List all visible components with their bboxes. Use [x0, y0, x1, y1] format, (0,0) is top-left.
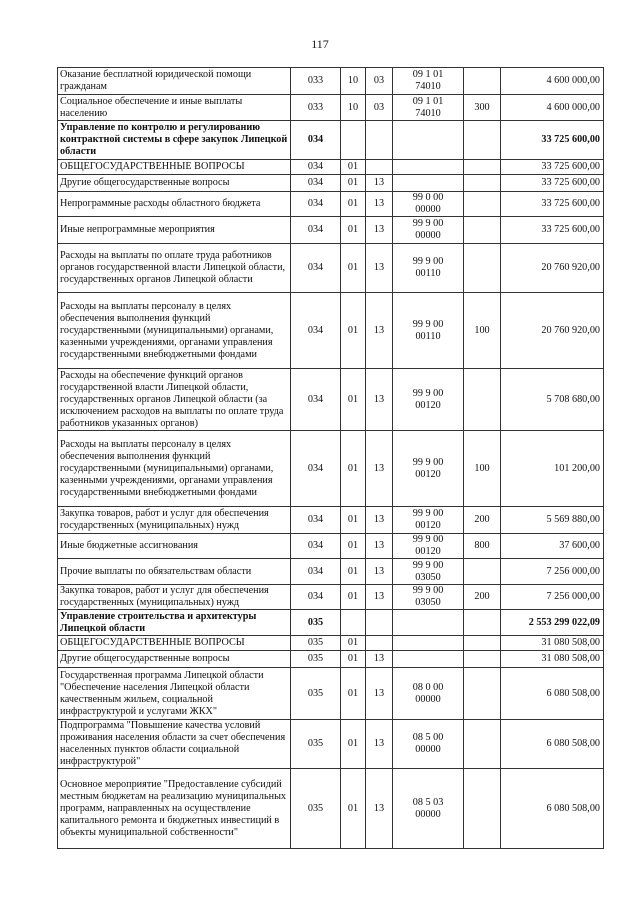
target-article-text: 99 9 00 00120	[412, 534, 444, 557]
target-article-cell	[393, 507, 464, 534]
admin-code-cell: 035	[291, 769, 341, 849]
table-row	[58, 369, 604, 431]
subsection-cell	[366, 610, 393, 636]
table-row	[58, 95, 604, 121]
admin-code-cell: 034	[291, 585, 341, 610]
subsection-cell: 13	[366, 217, 393, 244]
amount-cell: 2 553 299 022,09	[501, 610, 604, 636]
table-row	[58, 293, 604, 369]
name-cell: Социальное обеспечение и иные выплаты населению	[58, 95, 291, 121]
page-number: 117	[311, 37, 329, 51]
expense-type-cell	[464, 68, 501, 95]
admin-code-cell: 035	[291, 720, 341, 769]
target-article-cell	[393, 192, 464, 217]
admin-code-cell: 034	[291, 369, 341, 431]
target-article-text: 08 0 00 00000	[412, 681, 444, 705]
expense-type-cell: 200	[464, 507, 501, 534]
admin-code-cell: 034	[291, 507, 341, 534]
amount-cell: 4 600 000,00	[501, 95, 604, 121]
amount-cell: 33 725 600,00	[501, 121, 604, 160]
section-cell: 10	[341, 95, 366, 121]
target-article-cell	[393, 244, 464, 293]
subsection-cell	[366, 121, 393, 160]
table-row	[58, 636, 604, 651]
section-cell: 01	[341, 160, 366, 175]
section-cell: 01	[341, 534, 366, 559]
target-article-text: 09 1 01 74010	[412, 95, 444, 119]
target-article-cell	[393, 293, 464, 369]
admin-code-cell: 034	[291, 534, 341, 559]
name-cell: Непрограммные расходы областного бюджета	[58, 192, 291, 217]
admin-code-cell: 034	[291, 175, 341, 192]
table-row	[58, 610, 604, 636]
target-article-text: 09 1 01 74010	[412, 69, 444, 92]
subsection-cell: 13	[366, 668, 393, 720]
admin-code-cell: 033	[291, 68, 341, 95]
name-cell: Закупка товаров, работ и услуг для обеспечения государственных (муниципальных) нужд	[58, 585, 291, 610]
target-article-cell	[393, 636, 464, 651]
table-row	[58, 68, 604, 95]
expense-type-cell	[464, 192, 501, 217]
target-article-cell	[393, 559, 464, 585]
amount-cell: 101 200,00	[501, 431, 604, 507]
target-article-cell	[393, 217, 464, 244]
expense-type-cell: 100	[464, 431, 501, 507]
expense-type-cell: 300	[464, 95, 501, 121]
admin-code-cell: 035	[291, 610, 341, 636]
expense-type-cell	[464, 121, 501, 160]
expense-type-cell: 100	[464, 293, 501, 369]
section-cell: 01	[341, 769, 366, 849]
table-row	[58, 651, 604, 668]
admin-code-cell: 034	[291, 559, 341, 585]
expense-type-cell	[464, 175, 501, 192]
amount-cell: 5 708 680,00	[501, 369, 604, 431]
table-row	[58, 160, 604, 175]
target-article-cell	[393, 175, 464, 192]
section-cell	[341, 121, 366, 160]
table-row	[58, 192, 604, 217]
amount-cell: 6 080 508,00	[501, 769, 604, 849]
expense-type-cell	[464, 636, 501, 651]
target-article-cell	[393, 720, 464, 769]
subsection-cell: 13	[366, 651, 393, 668]
amount-cell: 4 600 000,00	[501, 68, 604, 95]
name-cell: Подпрограмма "Повышение качества условий проживания населения области за счет обеспечения населенных пунктов области социальной инфраструктурой"	[58, 720, 291, 769]
section-cell: 01	[341, 217, 366, 244]
target-article-cell	[393, 534, 464, 559]
subsection-cell: 13	[366, 534, 393, 559]
expense-type-cell	[464, 559, 501, 585]
expense-type-cell	[464, 720, 501, 769]
amount-cell: 31 080 508,00	[501, 636, 604, 651]
subsection-cell: 13	[366, 585, 393, 610]
admin-code-cell: 034	[291, 160, 341, 175]
target-article-text: 99 9 00 00000	[412, 218, 444, 241]
target-article-text: 99 9 00 03050	[412, 585, 444, 608]
subsection-cell: 13	[366, 244, 393, 293]
target-article-text: 99 9 00 00120	[412, 387, 444, 411]
table-row	[58, 121, 604, 160]
admin-code-cell: 034	[291, 121, 341, 160]
name-cell: Расходы на выплаты персоналу в целях обеспечения выполнения функций государственными (муниципальными) органами, казенными учреждениями, органами управления государственными внебюджетными фондами	[58, 293, 291, 369]
name-cell: Основное мероприятие "Предоставление субсидий местным бюджетам на реализацию муниципальных программ, направленных на осуществление капитального ремонта и бюджетных инвестиций в объекты муниципальной собственности"	[58, 769, 291, 849]
amount-cell: 33 725 600,00	[501, 217, 604, 244]
name-cell: Расходы на выплаты по оплате труда работников органов государственной власти Липецкой области, государственных органов Липецкой области	[58, 244, 291, 293]
target-article-text: 08 5 00 00000	[412, 732, 444, 755]
amount-cell: 20 760 920,00	[501, 293, 604, 369]
target-article-text: 99 9 00 00120	[412, 508, 444, 531]
target-article-text: 99 9 00 00110	[412, 256, 444, 279]
amount-cell: 6 080 508,00	[501, 720, 604, 769]
section-cell: 10	[341, 68, 366, 95]
subsection-cell: 13	[366, 369, 393, 431]
name-cell: Другие общегосударственные вопросы	[58, 651, 291, 668]
table-row	[58, 217, 604, 244]
name-cell: Расходы на выплаты персоналу в целях обеспечения выполнения функций государственными (муниципальными) органами, казенными учреждениями, органами управления государственными внебюджетными фондами	[58, 431, 291, 507]
section-cell: 01	[341, 720, 366, 769]
expense-type-cell: 800	[464, 534, 501, 559]
section-cell: 01	[341, 507, 366, 534]
table-row	[58, 244, 604, 293]
name-cell: Государственная программа Липецкой области "Обеспечение населения Липецкой области качественным жильем, социальной инфраструктурой и услугами ЖКХ"	[58, 668, 291, 720]
expense-type-cell	[464, 217, 501, 244]
amount-cell: 31 080 508,00	[501, 651, 604, 668]
name-cell: Управление строительства и архитектуры Липецкой области	[58, 610, 291, 636]
table-row	[58, 534, 604, 559]
expense-type-cell	[464, 244, 501, 293]
admin-code-cell: 034	[291, 192, 341, 217]
table-row	[58, 175, 604, 192]
section-cell: 01	[341, 192, 366, 217]
name-cell: Иные бюджетные ассигнования	[58, 534, 291, 559]
target-article-text: 99 9 00 00120	[412, 456, 444, 480]
table-row	[58, 720, 604, 769]
subsection-cell	[366, 636, 393, 651]
subsection-cell: 13	[366, 769, 393, 849]
amount-cell: 6 080 508,00	[501, 668, 604, 720]
target-article-cell	[393, 95, 464, 121]
expense-type-cell	[464, 668, 501, 720]
target-article-cell	[393, 769, 464, 849]
subsection-cell: 13	[366, 192, 393, 217]
table-row	[58, 559, 604, 585]
name-cell: Расходы на обеспечение функций органов государственной власти Липецкой области, государственных органов Липецкой области (за исключением расходов на выплаты по оплате труда работников указанных органов)	[58, 369, 291, 431]
subsection-cell: 13	[366, 175, 393, 192]
section-cell: 01	[341, 175, 366, 192]
table-row	[58, 769, 604, 849]
amount-cell: 33 725 600,00	[501, 160, 604, 175]
target-article-cell	[393, 668, 464, 720]
target-article-text: 99 9 00 00110	[412, 318, 444, 342]
admin-code-cell: 034	[291, 217, 341, 244]
admin-code-cell: 033	[291, 95, 341, 121]
amount-cell: 5 569 880,00	[501, 507, 604, 534]
target-article-cell	[393, 610, 464, 636]
name-cell: Закупка товаров, работ и услуг для обеспечения государственных (муниципальных) нужд	[58, 507, 291, 534]
subsection-cell: 13	[366, 507, 393, 534]
subsection-cell: 13	[366, 720, 393, 769]
target-article-cell	[393, 585, 464, 610]
target-article-cell	[393, 369, 464, 431]
subsection-cell: 13	[366, 431, 393, 507]
table-row	[58, 507, 604, 534]
table-row	[58, 431, 604, 507]
budget-table-body	[58, 68, 604, 849]
target-article-cell	[393, 431, 464, 507]
admin-code-cell: 034	[291, 293, 341, 369]
section-cell: 01	[341, 431, 366, 507]
subsection-cell: 03	[366, 68, 393, 95]
expense-type-cell: 200	[464, 585, 501, 610]
target-article-cell	[393, 68, 464, 95]
section-cell: 01	[341, 668, 366, 720]
expense-type-cell	[464, 769, 501, 849]
target-article-text: 99 0 00 00000	[412, 192, 444, 215]
subsection-cell: 13	[366, 559, 393, 585]
amount-cell: 7 256 000,00	[501, 585, 604, 610]
section-cell	[341, 610, 366, 636]
name-cell: Прочие выплаты по обязательствам области	[58, 559, 291, 585]
amount-cell: 37 600,00	[501, 534, 604, 559]
subsection-cell: 03	[366, 95, 393, 121]
section-cell: 01	[341, 585, 366, 610]
name-cell: ОБЩЕГОСУДАРСТВЕННЫЕ ВОПРОСЫ	[58, 160, 291, 175]
subsection-cell: 13	[366, 293, 393, 369]
section-cell: 01	[341, 559, 366, 585]
target-article-cell	[393, 121, 464, 160]
target-article-text: 99 9 00 03050	[412, 559, 444, 583]
amount-cell: 20 760 920,00	[501, 244, 604, 293]
amount-cell: 33 725 600,00	[501, 192, 604, 217]
name-cell: Управление по контролю и регулированию контрактной системы в сфере закупок Липецкой области	[58, 121, 291, 160]
admin-code-cell: 035	[291, 668, 341, 720]
name-cell: Другие общегосударственные вопросы	[58, 175, 291, 192]
name-cell: ОБЩЕГОСУДАРСТВЕННЫЕ ВОПРОСЫ	[58, 636, 291, 651]
amount-cell: 33 725 600,00	[501, 175, 604, 192]
section-cell: 01	[341, 636, 366, 651]
name-cell: Оказание бесплатной юридической помощи гражданам	[58, 68, 291, 95]
table-row	[58, 668, 604, 720]
target-article-cell	[393, 160, 464, 175]
admin-code-cell: 034	[291, 244, 341, 293]
admin-code-cell: 034	[291, 431, 341, 507]
target-article-cell	[393, 651, 464, 668]
expense-type-cell	[464, 369, 501, 431]
admin-code-cell: 035	[291, 651, 341, 668]
section-cell: 01	[341, 293, 366, 369]
expense-type-cell	[464, 651, 501, 668]
section-cell: 01	[341, 244, 366, 293]
amount-cell: 7 256 000,00	[501, 559, 604, 585]
section-cell: 01	[341, 651, 366, 668]
expense-type-cell	[464, 610, 501, 636]
expense-type-cell	[464, 160, 501, 175]
admin-code-cell: 035	[291, 636, 341, 651]
section-cell: 01	[341, 369, 366, 431]
name-cell: Иные непрограммные мероприятия	[58, 217, 291, 244]
target-article-text: 08 5 03 00000	[412, 796, 444, 820]
subsection-cell	[366, 160, 393, 175]
table-row	[58, 585, 604, 610]
budget-table	[57, 67, 604, 849]
